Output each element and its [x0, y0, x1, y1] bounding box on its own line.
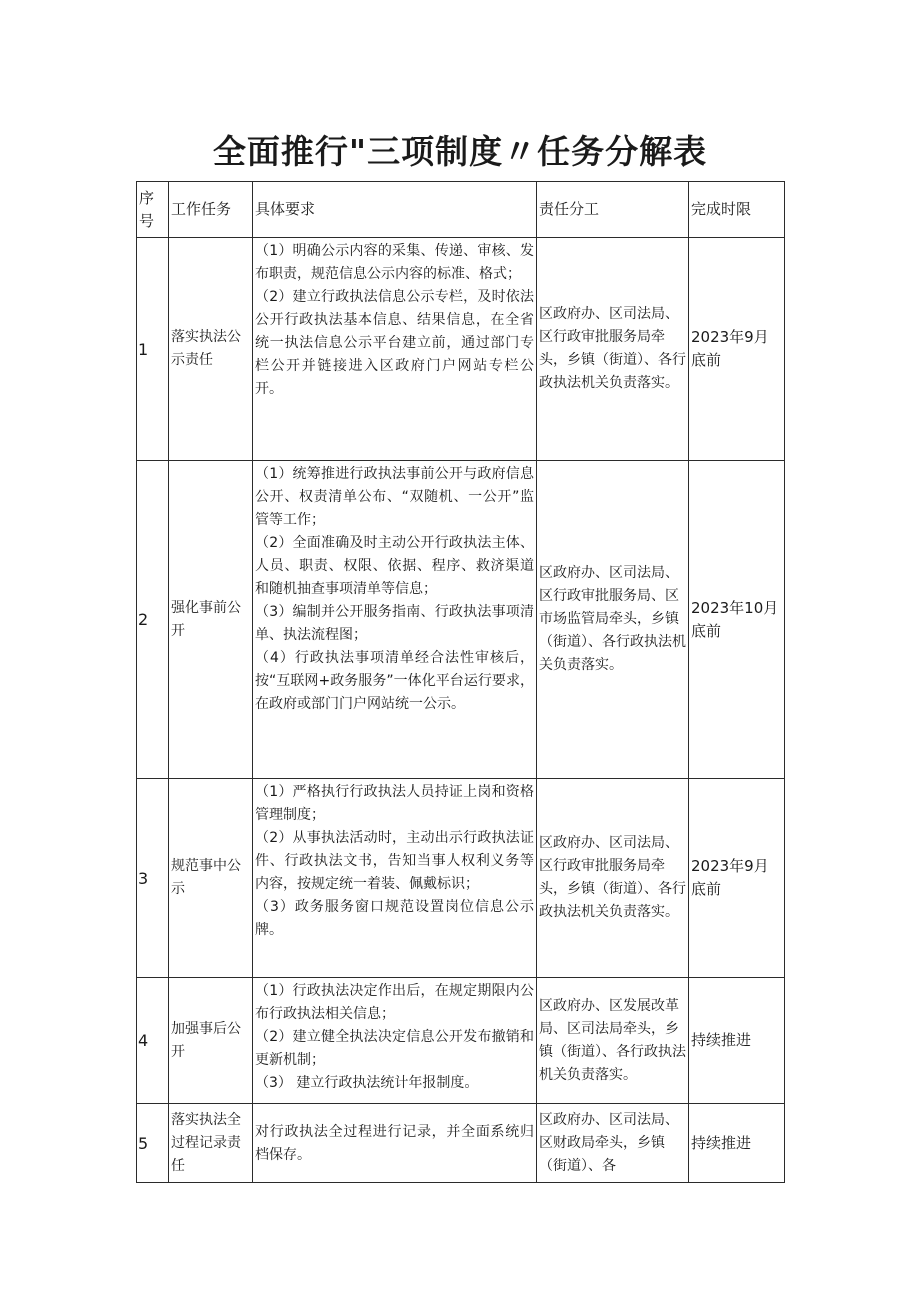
document-title: 全面推行"三项制度〃任务分解表: [212, 132, 708, 171]
header-responsibility: 责任分工: [537, 182, 689, 238]
row-requirements: [253, 978, 537, 1104]
task-table: [136, 181, 785, 1183]
requirement-item: （2）建立行政执法信息公示专栏，及时依法公开行政执法基本信息、结果信息，在全省统一执法信息公示平台建立前，通过部门专栏公开并链接进入区政府门户网站专栏公开。: [255, 289, 534, 397]
requirement-item: （1）统筹推进行政执法事前公开与政府信息公开、权责清单公布、“双随机、一公开”监管等工作；: [255, 466, 534, 528]
row-responsibility: 区政府办、区司法局、区行政审批服务局牵头，乡镇（街道）、各行政执法机关负责落实。: [537, 238, 689, 461]
header-requirements: 具体要求: [253, 182, 537, 238]
table-row: [137, 238, 785, 461]
table-row: [137, 461, 785, 779]
requirement-item: （2）建立健全执法决定信息公开发布撤销和更新机制；: [255, 1029, 534, 1068]
requirement-item: （1）行政执法决定作出后，在规定期限内公布行政执法相关信息；: [255, 983, 534, 1022]
row-requirements: [253, 1104, 537, 1183]
row-index: 4: [137, 978, 169, 1104]
requirement-item: （2）从事执法活动时，主动出示行政执法证件、行政执法文书，告知当事人权利义务等内容，按规定统一着装、佩戴标识；: [255, 830, 534, 892]
requirement-item: （1）严格执行行政执法人员持证上岗和资格管理制度；: [255, 784, 534, 823]
row-task: 规范事中公示: [169, 779, 253, 978]
header-task: 工作任务: [169, 182, 253, 238]
row-deadline: 持续推进: [689, 1104, 785, 1183]
row-task: 强化事前公开: [169, 461, 253, 779]
table-row: [137, 978, 785, 1104]
requirement-item: （3）政务服务窗口规范设置岗位信息公示牌。: [255, 899, 534, 938]
row-responsibility: 区政府办、区司法局、区行政审批服务局牵头，乡镇（街道）、各行政执法机关负责落实。: [537, 779, 689, 978]
row-responsibility: 区政府办、区司法局、区财政局牵头，乡镇（街道）、各: [537, 1104, 689, 1183]
row-responsibility: 区政府办、区司法局、区行政审批服务局、区市场监管局牵头，乡镇（街道）、各行政执法机关负责落实。: [537, 461, 689, 779]
header-index: 序号: [137, 182, 169, 238]
table-row: [137, 779, 785, 978]
row-task: 加强事后公开: [169, 978, 253, 1104]
row-deadline: 2023年9月底前: [689, 779, 785, 978]
row-deadline: 持续推进: [689, 978, 785, 1104]
table-header-row: [137, 182, 785, 238]
requirement-item: 对行政执法全过程进行记录，并全面系统归档保存。: [255, 1124, 534, 1163]
row-deadline: 2023年10月底前: [689, 461, 785, 779]
row-index: 3: [137, 779, 169, 978]
row-task: 落实执法公示责任: [169, 238, 253, 461]
row-responsibility: 区政府办、区发展改革局、区司法局牵头，乡镇（街道）、各行政执法机关负责落实。: [537, 978, 689, 1104]
requirement-item: （4）行政执法事项清单经合法性审核后，按“互联网+政务服务”一体化平台运行要求，在政府或部门门户网站统一公示。: [255, 650, 534, 712]
requirement-item: （1）明确公示内容的采集、传递、审核、发布职责，规范信息公示内容的标准、格式；: [255, 243, 534, 282]
row-index: 5: [137, 1104, 169, 1183]
requirement-item: （3） 建立行政执法统计年报制度。: [255, 1075, 479, 1091]
requirement-item: （2）全面准确及时主动公开行政执法主体、人员、职责、权限、依据、程序、救济渠道和随机抽查事项清单等信息；: [255, 535, 534, 597]
row-index: 2: [137, 461, 169, 779]
row-requirements: [253, 779, 537, 978]
row-index: 1: [137, 238, 169, 461]
row-deadline: 2023年9月底前: [689, 238, 785, 461]
requirement-item: （3）编制并公开服务指南、行政执法事项清单、执法流程图；: [255, 604, 534, 643]
header-deadline: 完成时限: [689, 182, 785, 238]
table-row: [137, 1104, 785, 1183]
row-requirements: [253, 461, 537, 779]
row-requirements: [253, 238, 537, 461]
row-task: 落实执法全过程记录责任: [169, 1104, 253, 1183]
